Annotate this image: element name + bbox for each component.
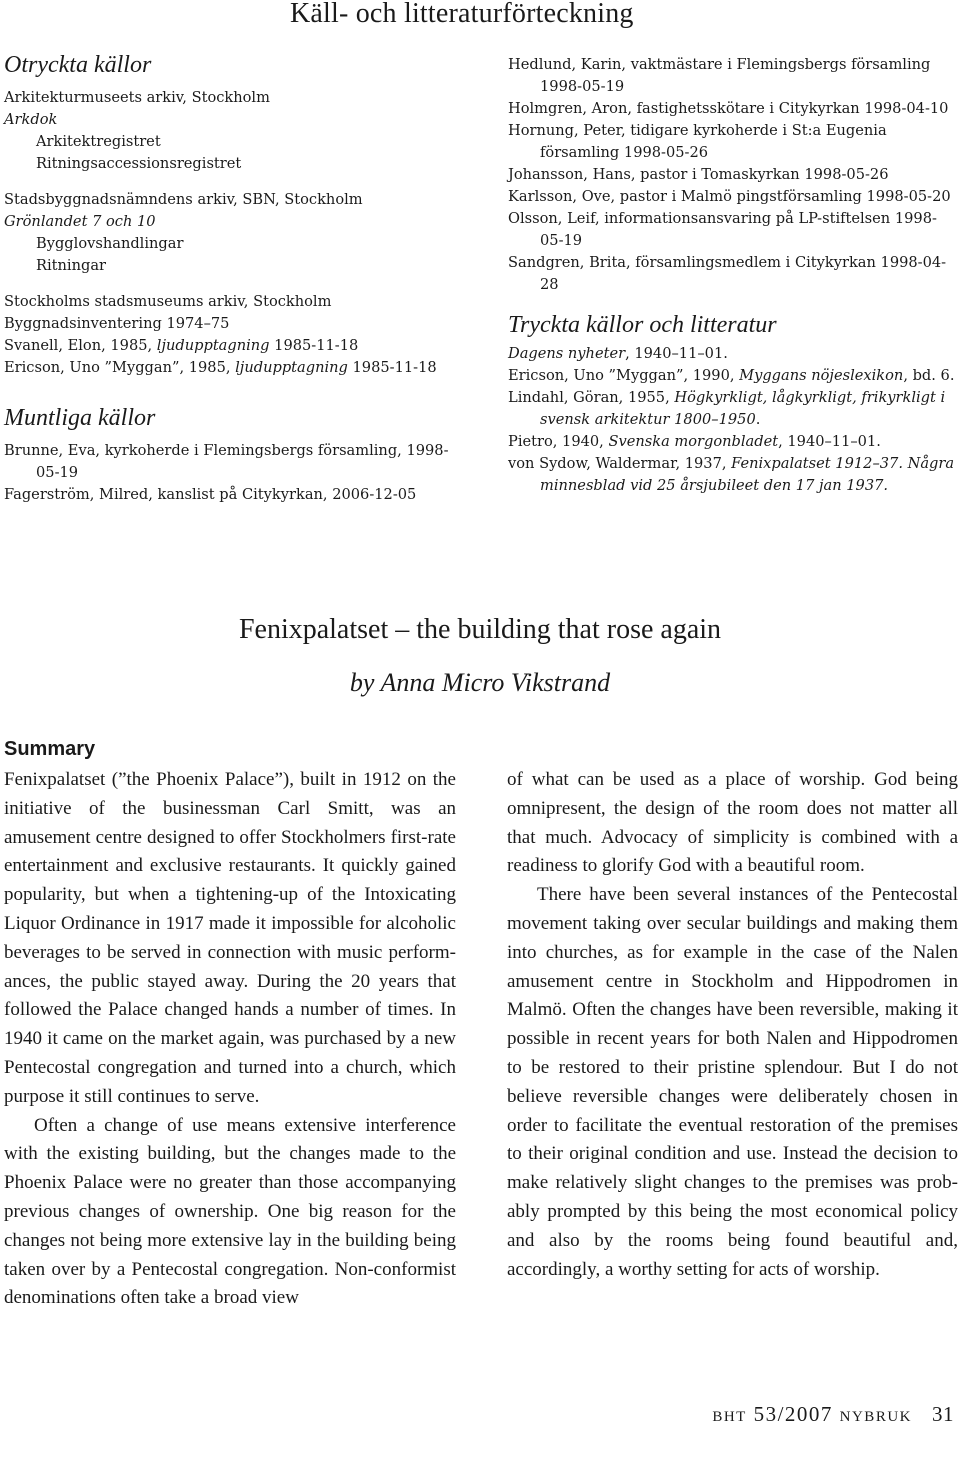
archive-item: Ritningsaccessionsregistret xyxy=(36,155,242,172)
page-number: 31 xyxy=(932,1402,954,1426)
oral-sources-continued xyxy=(508,54,958,497)
archive-line: Byggnadsinventering 1974–75 xyxy=(4,315,230,332)
list-item: Sandgren, Brita, församlingsmedlem i Citykyrkan 1998-04-28 xyxy=(508,254,947,293)
archive-item: Arkitektregistret xyxy=(36,133,161,150)
archive-item: Bygglovshandlingar xyxy=(36,235,184,252)
list-item: von Sydow, Waldermar, 1937, Fenixpalatset 1912–37. Några minnesblad vid 25 årsjubileet den 17 jan 1937. xyxy=(508,455,955,494)
page-title: Käll- och litteraturförteckning xyxy=(290,0,634,29)
printed-sources-list xyxy=(508,343,958,497)
page-footer xyxy=(712,1402,954,1427)
journal-name: bht 53/2007 nybruk xyxy=(712,1402,912,1426)
article-byline: by Anna Micro Vikstrand xyxy=(349,668,611,697)
archive-name: Arkitekturmuseets arkiv, Stockholm xyxy=(4,89,270,106)
summary-left-column xyxy=(4,766,456,1313)
archive-entry xyxy=(4,87,474,175)
archive-entry xyxy=(4,291,474,379)
oral-sources-list xyxy=(4,440,462,506)
oral-sources-heading: Muntliga källor xyxy=(4,405,156,431)
list-item: Brunne, Eva, kyrkoherde i Flemingsbergs församling, 1998-05-19 xyxy=(4,442,449,481)
summary-heading: Summary xyxy=(4,738,96,760)
summary-right-column xyxy=(507,766,958,1284)
archive-entry xyxy=(4,189,474,277)
paragraph: of what can be used as a place of worship. God being omnipresent, the design of the room does not matter all that much. Advocacy of simplicity is combined with a readiness to glorify God with a beautiful room. xyxy=(507,769,958,877)
unprinted-sources-heading: Otryckta källor xyxy=(4,52,152,78)
paragraph: There have been several instances of the Pentecostal movement taking over secular buildings and making them into churches, as for example in the case of the Nalen amusement centre in Stockholm and Hippodromen in Malmö. Often the changes have been reversible, making it possible in recent years for both Nalen and Hippodromen to be restored to their pristine splendour. But I do not believe reversible changes were deliberately chosen in order to facilitate the eventual restoration of the premises to their original condition and use. Instead the decision to make relatively slight changes to the premises was probably prompted by this being the most economical policy and also by the rooms being found beautiful and, accordingly, a worthy setting for acts of worship. xyxy=(507,884,958,1280)
list-item: Fagerström, Milred, kanslist på Citykyrkan, 2006-12-05 xyxy=(4,486,417,503)
list-item: Olsson, Leif, informationsansvaring på LP-stiftelsen 1998-05-19 xyxy=(508,210,937,249)
archive-name: Stockholms stadsmuseums arkiv, Stockholm xyxy=(4,293,332,310)
paragraph: Often a change of use means extensive interference with the existing building, but the changes made to the Phoenix Palace were no greater than those accompanying previous changes of ownership. One big reason for the changes not being more extensive lay in the building being taken over by a Pentecostal congregation. Non-conformist denominations often take a broad view xyxy=(4,1114,456,1309)
archive-item: Ritningar xyxy=(36,257,107,274)
paragraph: Fenixpalatset (”the Phoenix Palace”), built in 1912 on the initiative of the businessman Carl Smitt, was an amusement centre designed to offer Stockholmers first-rate entertainment and exclusive restaurants. It quickly gained popularity, but when a tightening-up of the Intoxicating Liquor Ordinance in 1917 made it impossible for alcoholic beverages to be served in connection with music performances, the public stayed away. During the 20 years that followed the Palace changed hands a number of times. In 1940 it came on the market again, was purchased by a new Pentecostal congregation and turned into a church, which purpose it still continues to serve. xyxy=(4,769,456,1107)
list-item: Hornung, Peter, tidigare kyrkoherde i St:a Eugenia församling 1998-05-26 xyxy=(508,122,887,161)
list-item: Ericson, Uno ”Myggan”, 1990, Myggans nöjeslexikon, bd. 6. xyxy=(508,367,955,384)
printed-sources-heading: Tryckta källor och litteratur xyxy=(508,312,777,338)
oral-sources-list xyxy=(508,54,958,296)
archive-line: Svanell, Elon, 1985, ljudupptagning 1985-11-18 xyxy=(4,337,359,354)
list-item: Lindahl, Göran, 1955, Högkyrkligt, lågkyrkligt, frikyrkligt i svensk arkitektur 1800–1950. xyxy=(508,389,946,428)
archive-line: Ericson, Uno ”Myggan”, 1985, ljudupptagning 1985-11-18 xyxy=(4,359,437,376)
archive-name: Stadsbyggnadsnämndens arkiv, SBN, Stockholm xyxy=(4,191,363,208)
article-title: Fenixpalatset – the building that rose again xyxy=(238,614,722,645)
archive-sub: Arkdok xyxy=(4,111,58,128)
list-item: Dagens nyheter, 1940–11–01. xyxy=(508,345,728,362)
unprinted-sources-section xyxy=(4,52,474,506)
list-item: Karlsson, Ove, pastor i Malmö pingstförsamling 1998-05-20 xyxy=(508,188,951,205)
list-item: Johansson, Hans, pastor i Tomaskyrkan 1998-05-26 xyxy=(508,166,889,183)
archive-sub: Grönlandet 7 och 10 xyxy=(4,213,156,230)
list-item: Holmgren, Aron, fastighetsskötare i Citykyrkan 1998-04-10 xyxy=(508,100,949,117)
list-item: Pietro, 1940, Svenska morgonbladet, 1940–11–01. xyxy=(508,433,881,450)
list-item: Hedlund, Karin, vaktmästare i Flemingsbergs församling 1998-05-19 xyxy=(508,56,931,95)
